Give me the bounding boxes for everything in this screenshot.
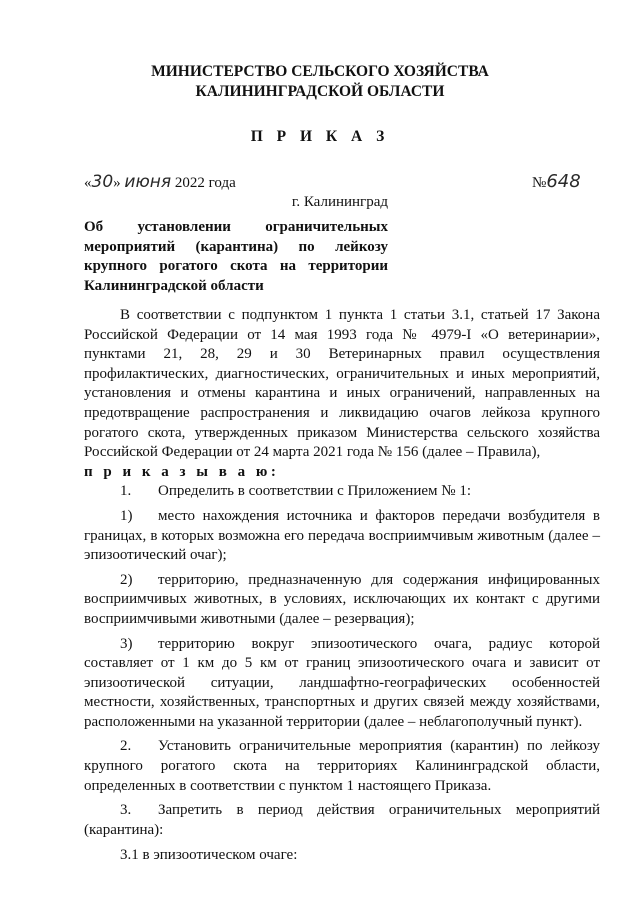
order-title: П Р И К А З (250, 128, 390, 145)
date-year: 2022 года (174, 175, 236, 191)
document-body (84, 306, 600, 866)
item-3 (84, 801, 600, 840)
item-text: территорию, предназначенную для содержания инфицированных восприимчивых животных, в условиях, исключающих их контакт с другими восприимчивыми животными (далее – резервация); (84, 571, 600, 627)
order-date (84, 170, 236, 195)
item-text: территорию вокруг эпизоотического очага, радиус которой составляет от 1 км до 5 км от границ эпизоотического очага и зависит от эпизоотической ситуации, ландшафтно-географических особенностей местности, хозяйственных, транспортных и других связей между хозяйствами, расположенными на указанной территории (далее – неблагополучный пункт). (84, 635, 600, 730)
item-1-3 (84, 635, 600, 733)
item-number: 3. (120, 802, 132, 819)
prikazyvayu-heading: п р и к а з ы в а ю: (84, 463, 280, 480)
preamble-paragraph: В соответствии с подпунктом 1 пункта 1 статьи 3.1, статьей 17 Закона Российской Федерации от 14 мая 1993 года № 4979-I «О ветеринарии», пунктами 21, 28, 29 и 30 Ветеринарных правил осуществления профилактических, диагностических, ограничительных и иных мероприятий, установления и отмены карантина и иных ограничений, направленных на предотвращение распространения и ликвидацию очагов лейкоза крупного рогатого скота, утвержденных приказом Министерства сельского хозяйства Российской Федерации от 24 марта 2021 года № 156 (далее – Правила), (84, 307, 600, 461)
date-month-handwritten: июня (124, 172, 172, 192)
ministry-header (0, 62, 640, 102)
item-number: 2. (120, 738, 132, 755)
item-text: место нахождения источника и факторов передачи возбудителя в границах, в которых возможна его передача восприимчивым животным (далее – эпизоотический очаг); (84, 507, 600, 564)
item-1 (84, 482, 600, 502)
item-number: 1. (120, 483, 132, 500)
item-text: Определить в соответствии с Приложением № 1: (158, 483, 471, 500)
date-close-quote: » (113, 175, 121, 191)
order-subject: Об установлении ограничительных мероприятий (карантина) по лейкозу крупного рогатого скота на территории Калининградской области (84, 219, 388, 294)
item-1-2 (84, 571, 600, 630)
number-value-handwritten: 648 (546, 171, 581, 192)
number-prefix: № (532, 175, 547, 191)
item-number: 1) (120, 507, 133, 524)
item-text: Установить ограничительные мероприятия (карантин) по лейкозу крупного рогатого скота на территориях Калининградской области, определенных в соответствии с пунктом 1 настоящего Приказа. (84, 738, 600, 794)
item-number: 3) (120, 635, 133, 652)
item-number: 2) (120, 571, 133, 588)
city-line: г. Калининград (291, 194, 388, 210)
ministry-line-2: КАЛИНИНГРАДСКОЙ ОБЛАСТИ (195, 83, 445, 100)
item-1-1 (84, 507, 600, 566)
item-text: Запретить в период действия ограничительных мероприятий (карантина): (84, 802, 600, 838)
date-day-handwritten: 30 (91, 172, 114, 192)
item-2 (84, 737, 600, 796)
order-number (532, 170, 581, 195)
date-open-quote: « (84, 175, 92, 191)
subitem-3-1: 3.1 в эпизоотическом очаге: (120, 847, 298, 864)
ministry-line-1: МИНИСТЕРСТВО СЕЛЬСКОГО ХОЗЯЙСТВА (151, 63, 489, 80)
